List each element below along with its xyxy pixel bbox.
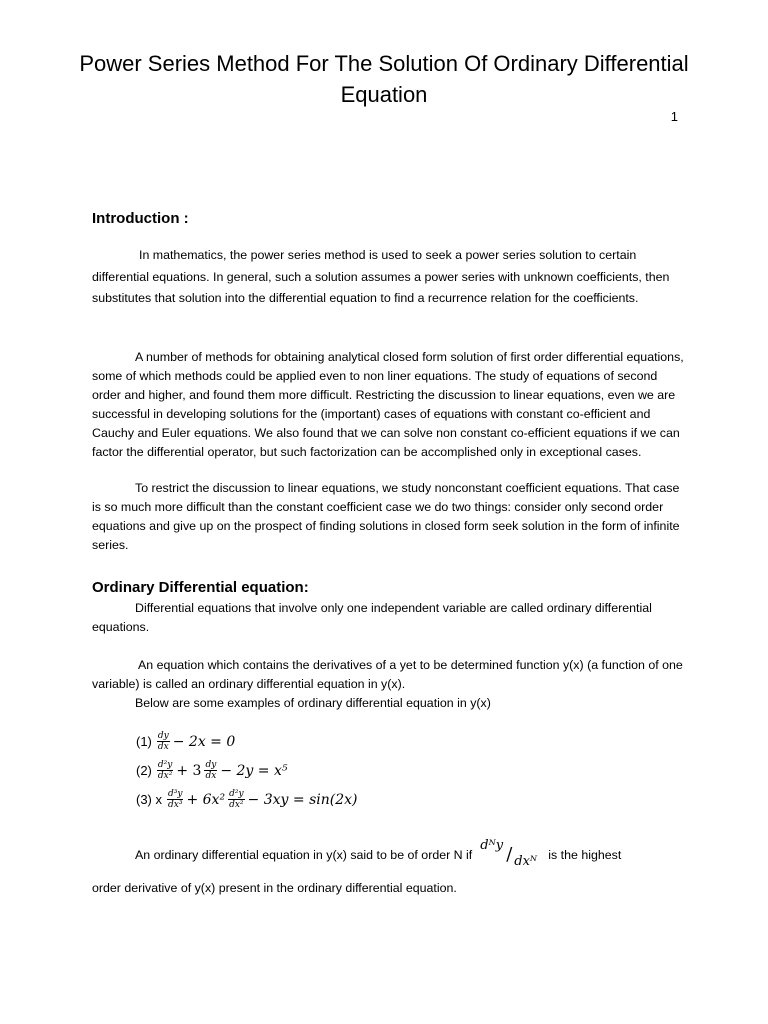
equation-3 xyxy=(136,789,357,810)
ode-paragraph-2: An equation which contains the derivatives of a yet to be determined function y(x) (a function of one variable) is called an ordinary differential equation in y(x). xyxy=(92,658,683,691)
equation-label: (2) xyxy=(136,763,152,778)
equation-text: + 6x² xyxy=(186,791,226,808)
intro-paragraph-3: To restrict the discussion to linear equations, we study nonconstant coefficient equations. That case is so much more difficult than the constant coefficient case we do two things: consider only second order equations and give up on the prospect of finding solutions in closed form seek solution in the form of infinite series. xyxy=(92,481,680,552)
nth-derivative-fraction xyxy=(480,838,540,872)
equation-text: − 2y = x⁵ xyxy=(220,762,288,779)
ode-paragraph-3: Below are some examples of ordinary differential equation in y(x) xyxy=(135,696,491,710)
order-definition-line xyxy=(135,838,695,872)
equation-text: + 3 xyxy=(176,762,202,779)
document-title: Power Series Method For The Solution Of Ordinary Differential Equation xyxy=(79,51,689,107)
equation-1 xyxy=(136,731,235,752)
order-text-before: An ordinary differential equation in y(x) said to be of order N if xyxy=(135,848,473,862)
nth-derivative-denominator: dxᴺ xyxy=(514,854,538,869)
fraction: $\frac{dy}{dx}$ xyxy=(205,760,217,781)
fraction: $\frac{\text{d²y}}{\text{dx²}}$ xyxy=(157,760,173,781)
order-definition-continuation: order derivative of y(x) present in the ordinary differential equation. xyxy=(92,881,457,895)
order-text-after: is the highest xyxy=(548,848,622,862)
page-number: 1 xyxy=(670,109,678,124)
equation-2 xyxy=(136,760,287,781)
equation-label: (1) xyxy=(136,734,152,749)
ode-heading: Ordinary Differential equation: xyxy=(92,579,309,596)
fraction-slash: / xyxy=(506,844,513,865)
fraction: $\frac{\text{d³y}}{\text{dx³}}$ xyxy=(168,789,183,810)
equation-text: − 3xy = sin(2x) xyxy=(247,791,358,808)
equation-text: − 2x = 0 xyxy=(172,733,236,750)
nth-derivative-numerator: dᴺy xyxy=(480,838,504,853)
intro-paragraph-2: A number of methods for obtaining analytical closed form solution of first order differential equations, some of which methods could be applied even to non liner equations. The study of equations of second order and higher, and found them more difficult. Restricting the discussion to linear equations, even we are successful in developing solutions for the (important) cases of equations with constant co-efficient and Cauchy and Euler equations. We also found that we can solve non constant co-efficient equations if we can factor the differential operator, but such factorization can be accomplished only in exceptional cases. xyxy=(92,350,684,459)
intro-paragraph-1: In mathematics, the power series method is used to seek a power series solution to certain differential equations. In general, such a solution assumes a power series with unknown coefficients, then substitutes that solution into the differential equation to find a recurrence relation for the coefficients. xyxy=(92,248,670,306)
ode-paragraph-1: Differential equations that involve only one independent variable are called ordinary differential equations. xyxy=(92,601,652,634)
equation-label: (3) x xyxy=(136,792,162,807)
fraction: $\frac{\text{d²y}}{\text{dx²}}$ xyxy=(229,789,244,810)
introduction-heading: Introduction : xyxy=(92,210,189,227)
fraction: $\frac{dy}{dx}$ xyxy=(157,731,169,752)
